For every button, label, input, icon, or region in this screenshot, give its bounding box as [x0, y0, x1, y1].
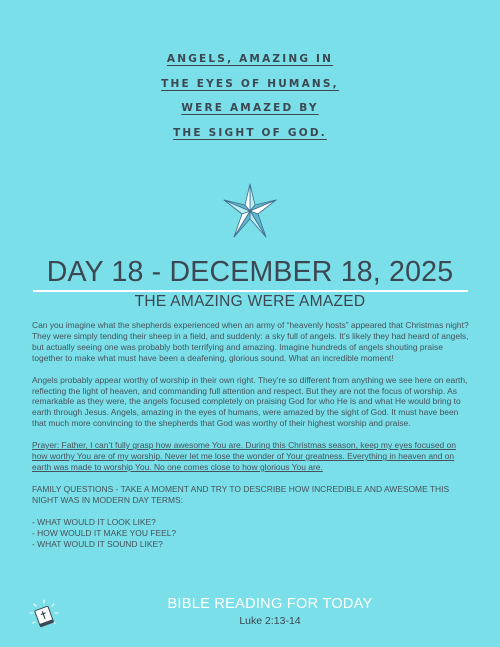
- page-subtitle: THE AMAZING WERE AMAZED: [134, 293, 366, 310]
- star-icon: [222, 183, 278, 239]
- banner-quote: [0, 47, 500, 145]
- day-title: DAY 18 - DECEMBER 18, 2025: [46, 256, 454, 288]
- prayer: Prayer: Father, I can’t fully grasp how awesome You are. During this Christmas season, keep my eyes focused on how worthy You are of my worship. Never let me lose the wonder of Your greatness. Everything in heaven and on earth was made to worship You. No one comes close to how glorious You are.: [32, 440, 456, 472]
- list-item: - WHAT WOULD IT SOUND LIKE?: [32, 539, 472, 550]
- question-list: [32, 517, 472, 550]
- divider: [33, 290, 468, 292]
- list-item: - HOW WOULD IT MAKE YOU FEEL?: [32, 528, 472, 539]
- banner-line: WERE AMAZED BY: [181, 102, 319, 114]
- banner-line: ANGELS, AMAZING IN: [166, 53, 334, 65]
- bible-reading-title: BIBLE READING FOR TODAY: [167, 596, 373, 612]
- paragraph: Angels probably appear worthy of worship in their own right. They’re so different from anything we see here on earth, reflecting the light of heaven, and commanding full attention and respect. But they are not the focus of worship. As remarkable as they were, the angels focused completely on praising God for who He is and what He would bring to earth through Jesus. Angels, amazing in the eyes of humans, were amazed by the sight of God. It must have been that much more convincing to the shepherds that God was worthy of their highest worship and praise.: [32, 374, 468, 429]
- bible-reading-reference: Luke 2:13-14: [239, 615, 301, 627]
- banner-line: THE EYES OF HUMANS,: [161, 77, 339, 90]
- banner-line: THE SIGHT OF GOD.: [173, 126, 327, 139]
- family-questions-heading: FAMILY QUESTIONS - TAKE A MOMENT AND TRY TO DESCRIBE HOW INCREDIBLE AND AWESOME THIS NIGHT WAS IN MODERN DAY TERMS:: [32, 483, 450, 505]
- devotional-body: [32, 320, 472, 549]
- paragraph: Can you imagine what the shepherds experienced when an army of “heavenly hosts” appeared that Christmas night? They were simply tending their sheep in a field, and suddenly: a sky full of angels. It’s likely they had heard of angels, but actually seeing one was probably both terrifying and amazing. Imagine hundreds of angels shouting praise together to make what must have been a deafening, glorious sound. What an incredible moment!: [32, 320, 469, 363]
- list-item: - WHAT WOULD IT LOOK LIKE?: [32, 517, 472, 528]
